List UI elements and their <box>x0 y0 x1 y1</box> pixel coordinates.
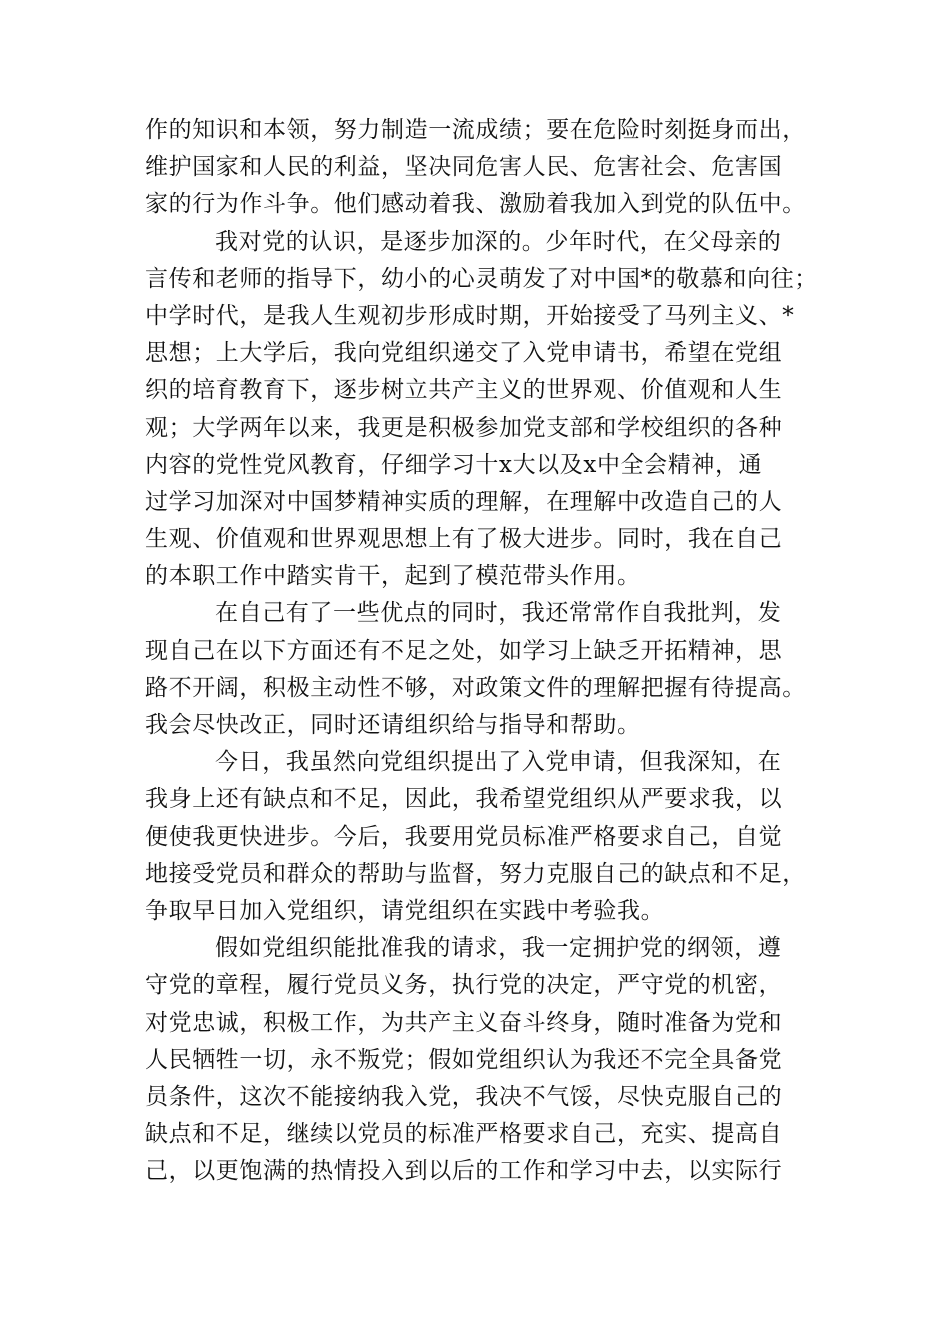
text-line: 中学时代，是我人生观初步形成时期，开始接受了马列主义、* <box>145 302 795 329</box>
text-line: 地接受党员和群众的帮助与监督，努力克服自己的缺点和不足， <box>145 860 806 887</box>
text-line: 维护国家和人民的利益，坚决同危害人民、危害社会、危害国 <box>145 154 783 181</box>
text-line: 过学习加深对中国梦精神实质的理解，在理解中改造自己的人 <box>145 488 783 515</box>
paragraph-first-line: 假如党组织能批准我的请求，我一定拥护党的纲领，遵 <box>215 935 782 962</box>
text-line: 人民牺牲一切，永不叛党；假如党组织认为我还不完全具备党 <box>145 1046 783 1073</box>
document-body <box>145 112 825 1190</box>
text-line: 生观、价值观和世界观思想上有了极大进步。同时，我在自己 <box>145 526 783 553</box>
text-line: 我身上还有缺点和不足，因此，我希望党组织从严要求我，以 <box>145 786 783 813</box>
text-line: 织的培育教育下，逐步树立共产主义的世界观、价值观和人生 <box>145 377 783 404</box>
text-line: 现自己在以下方面还有不足之处，如学习上缺乏开拓精神，思 <box>145 637 783 664</box>
text-line: 员条件，这次不能接纳我入党，我决不气馁，尽快克服自己的 <box>145 1083 783 1110</box>
text-line: 路不开阔，积极主动性不够，对政策文件的理解把握有待提高。 <box>145 674 806 701</box>
text-line: 对党忠诚，积极工作，为共产主义奋斗终身，随时准备为党和 <box>145 1009 783 1036</box>
text-line: 己，以更饱满的热情投入到以后的工作和学习中去，以实际行 <box>145 1158 783 1185</box>
paragraph-first-line: 在自己有了一些优点的同时，我还常常作自我批判，发 <box>215 600 782 627</box>
text-line: 缺点和不足，继续以党员的标准严格要求自己，充实、提高自 <box>145 1121 783 1148</box>
text-line: 的本职工作中踏实肯干，起到了模范带头作用。 <box>145 563 641 590</box>
text-line: 言传和老师的指导下，幼小的心灵萌发了对中国*的敬慕和向往； <box>145 265 818 292</box>
paragraph-first-line: 今日，我虽然向党组织提出了入党申请，但我深知，在 <box>215 749 782 776</box>
text-line: 思想；上大学后，我向党组织递交了入党申请书，希望在党组 <box>145 340 783 367</box>
paragraph-first-line: 我对党的认识，是逐步加深的。少年时代，在父母亲的 <box>215 228 782 255</box>
text-line: 家的行为作斗争。他们感动着我、激励着我加入到党的队伍中。 <box>145 191 806 218</box>
text-line: 便使我更快进步。今后，我要用党员标准严格要求自己，自觉 <box>145 823 783 850</box>
text-line: 内容的党性党风教育，仔细学习十x大以及x中全会精神，通 <box>145 451 763 478</box>
text-line: 观；大学两年以来，我更是积极参加党支部和学校组织的各种 <box>145 414 783 441</box>
text-line: 守党的章程，履行党员义务，执行党的决定，严守党的机密， <box>145 972 783 999</box>
text-line: 作的知识和本领，努力制造一流成绩；要在危险时刻挺身而出， <box>145 117 806 143</box>
text-line: 争取早日加入党组织，请党组织在实践中考验我。 <box>145 897 665 924</box>
text-line: 我会尽快改正，同时还请组织给与指导和帮助。 <box>145 712 641 738</box>
